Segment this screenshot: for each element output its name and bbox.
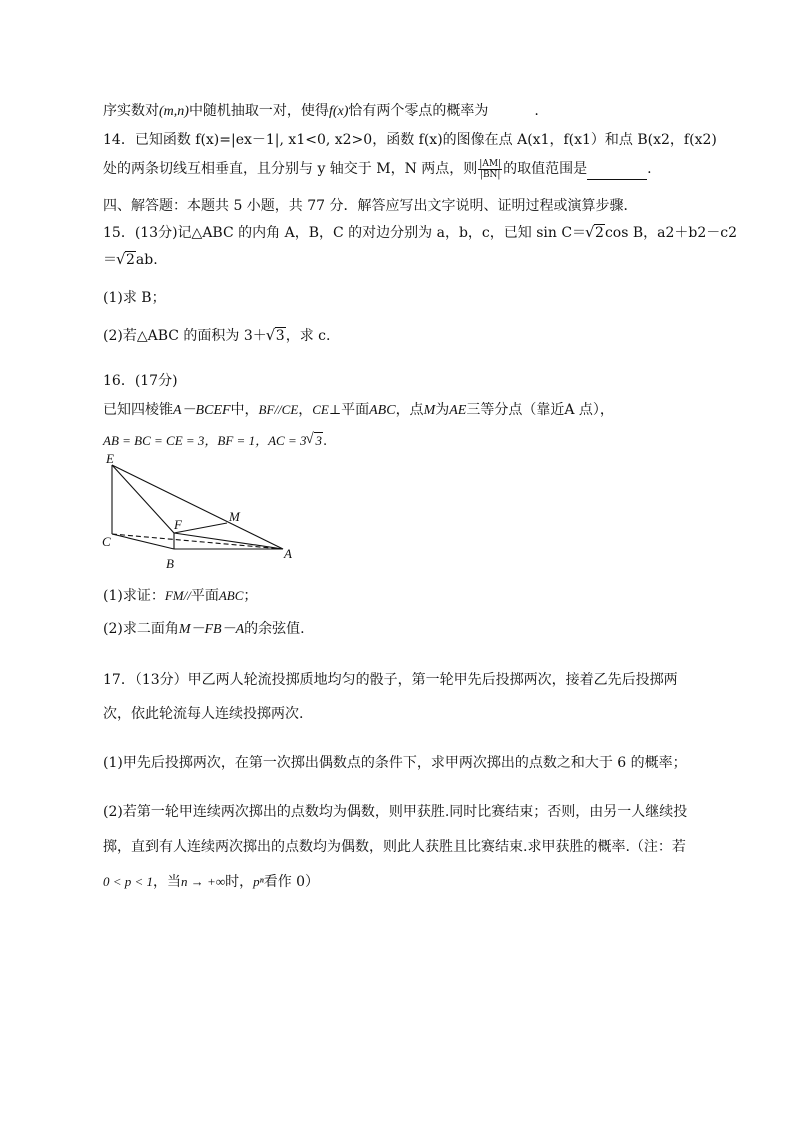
label-b: B bbox=[166, 556, 174, 571]
q16-plane: ABC bbox=[369, 403, 396, 418]
q17-line2: 次，依此轮流每人连续投掷两次. bbox=[103, 706, 304, 722]
q14-text: 的取值范围是 bbox=[503, 161, 588, 177]
sqrt-symbol bbox=[267, 328, 286, 344]
q16-text: 平面 bbox=[341, 402, 370, 418]
sqrt-symbol bbox=[306, 433, 323, 449]
label-m: M bbox=[229, 509, 240, 524]
q14-fraction bbox=[478, 159, 502, 180]
sqrt-symbol bbox=[586, 225, 605, 241]
q15-text: ab. bbox=[135, 252, 158, 268]
sqrt-radicand: 2 bbox=[126, 252, 135, 268]
q17-part2-line1: (2)若第一轮甲连续两次掷出的点数均为偶数，则甲获胜.同时比赛结束；否则，由另一人继续投 bbox=[103, 804, 688, 820]
q16-text: (1)求证： bbox=[103, 588, 165, 604]
q17-line1: 17．（13分）甲乙两人轮流投掷质地均匀的骰子，第一轮甲先后投掷两次，接着乙先后投掷两 bbox=[103, 672, 678, 688]
label-f: F bbox=[174, 517, 182, 532]
q15-part2 bbox=[103, 325, 330, 345]
q15-text: cos B，a2＋b2－c2 bbox=[604, 225, 738, 241]
q15-line2 bbox=[103, 249, 158, 269]
q16-text: ； bbox=[243, 588, 258, 604]
sqrt-radicand: 3 bbox=[275, 328, 285, 344]
q17-condition: 0 < p < 1 bbox=[103, 874, 154, 889]
q14-line1: 14．已知函数 f(x)=|ex－1|, x1<0, x2>0，函数 f(x)的图像在点 A(x1，f(x1）和点 B(x2，f(x2) bbox=[103, 132, 717, 148]
q16-solid: A－BCEF bbox=[173, 403, 231, 418]
q17-text: 看作 0） bbox=[263, 874, 320, 890]
pyramid-figure bbox=[98, 453, 308, 575]
q13-text: 序实数对 bbox=[103, 103, 159, 119]
label-c: C bbox=[102, 534, 111, 549]
q16-text: 中， bbox=[230, 402, 259, 418]
q16-segment: AE bbox=[449, 403, 467, 418]
fraction-numerator: |AM| bbox=[479, 158, 502, 169]
q17-power: pⁿ bbox=[253, 874, 264, 889]
q14-line2 bbox=[103, 158, 652, 180]
q14-end: . bbox=[647, 161, 652, 177]
q14-text: 处的两条切线互相垂直，且分别与 y 轴交于 M，N 两点，则 bbox=[103, 161, 478, 177]
q16-lengths: AB = BC = CE = 3，BF = 1，AC = 3 bbox=[103, 433, 307, 448]
q16-expr: FM// bbox=[164, 588, 191, 603]
q16-plane: ABC bbox=[218, 588, 244, 603]
q16-text: 为 bbox=[435, 402, 450, 418]
label-e: E bbox=[106, 453, 114, 466]
q13-tail-line bbox=[103, 100, 539, 120]
sqrt-symbol bbox=[117, 252, 136, 268]
q16-text: (2)求二面角 bbox=[103, 621, 179, 637]
fraction-denominator: |BN| bbox=[479, 169, 501, 180]
q17-note bbox=[103, 871, 319, 891]
label-a: A bbox=[284, 546, 292, 561]
q16-point: M bbox=[423, 403, 436, 418]
q15-text: 15．(13分)记△ABC 的内角 A，B，C 的对边分别为 a，b，c，已知 sin C＝ bbox=[103, 225, 587, 241]
sqrt-radicand: 2 bbox=[595, 225, 604, 241]
q16-text: 的余弦值. bbox=[244, 621, 305, 637]
answer-blank bbox=[587, 165, 647, 180]
q16-text: ，点 bbox=[395, 402, 424, 418]
q13-pair: (m,n) bbox=[159, 104, 189, 119]
q16-perp: CE⊥ bbox=[312, 402, 342, 417]
q16-text: ， bbox=[298, 402, 313, 418]
q17-part1: (1)甲先后投掷两次，在第一次掷出偶数点的条件下，求甲两次掷出的点数之和大于 6 的概率； bbox=[103, 755, 687, 771]
q16-line1 bbox=[103, 399, 614, 419]
q15-text: ＝ bbox=[103, 252, 117, 268]
q17-text: 时， bbox=[225, 874, 254, 890]
q16-part2 bbox=[103, 618, 305, 638]
q16-text: 平面 bbox=[190, 588, 219, 604]
q16-text: 三等分点（靠近A 点）， bbox=[466, 402, 614, 418]
q16-line2 bbox=[103, 430, 327, 449]
q13-text: 中随机抽取一对，使得 bbox=[188, 103, 329, 119]
q16-end: . bbox=[322, 434, 328, 449]
q13-fx: f(x) bbox=[328, 104, 349, 119]
q16-text: 已知四棱锥 bbox=[103, 402, 173, 418]
q17-part2-line2: 掷，直到有人连续两次掷出的点数均为偶数，则此人获胜且比赛结束.求甲获胜的概率.（注：若 bbox=[103, 839, 686, 855]
edge-ef bbox=[112, 465, 174, 533]
q13-text: 恰有两个零点的概率为 bbox=[348, 103, 489, 119]
q15-text: (2)若△ABC 的面积为 3＋ bbox=[103, 328, 267, 344]
q16-part1 bbox=[103, 585, 257, 605]
q16-header: 16．(17分) bbox=[103, 373, 178, 389]
edge-cb bbox=[112, 534, 174, 549]
q17-limit: n → +∞ bbox=[181, 874, 226, 889]
q15-part1: (1)求 B； bbox=[103, 290, 166, 306]
sqrt-radicand: 3 bbox=[315, 433, 322, 448]
q15-line1 bbox=[103, 222, 737, 242]
q16-parallel: BF//CE bbox=[258, 402, 299, 417]
q16-expr: M－FB－A bbox=[178, 622, 245, 637]
q17-text: ，当 bbox=[153, 874, 182, 890]
q15-text: ，求 c. bbox=[285, 328, 331, 344]
q13-end: . bbox=[534, 103, 539, 119]
section-4-heading: 四、解答题：本题共 5 小题，共 77 分．解答应写出文字说明、证明过程或演算步骤． bbox=[103, 198, 638, 214]
